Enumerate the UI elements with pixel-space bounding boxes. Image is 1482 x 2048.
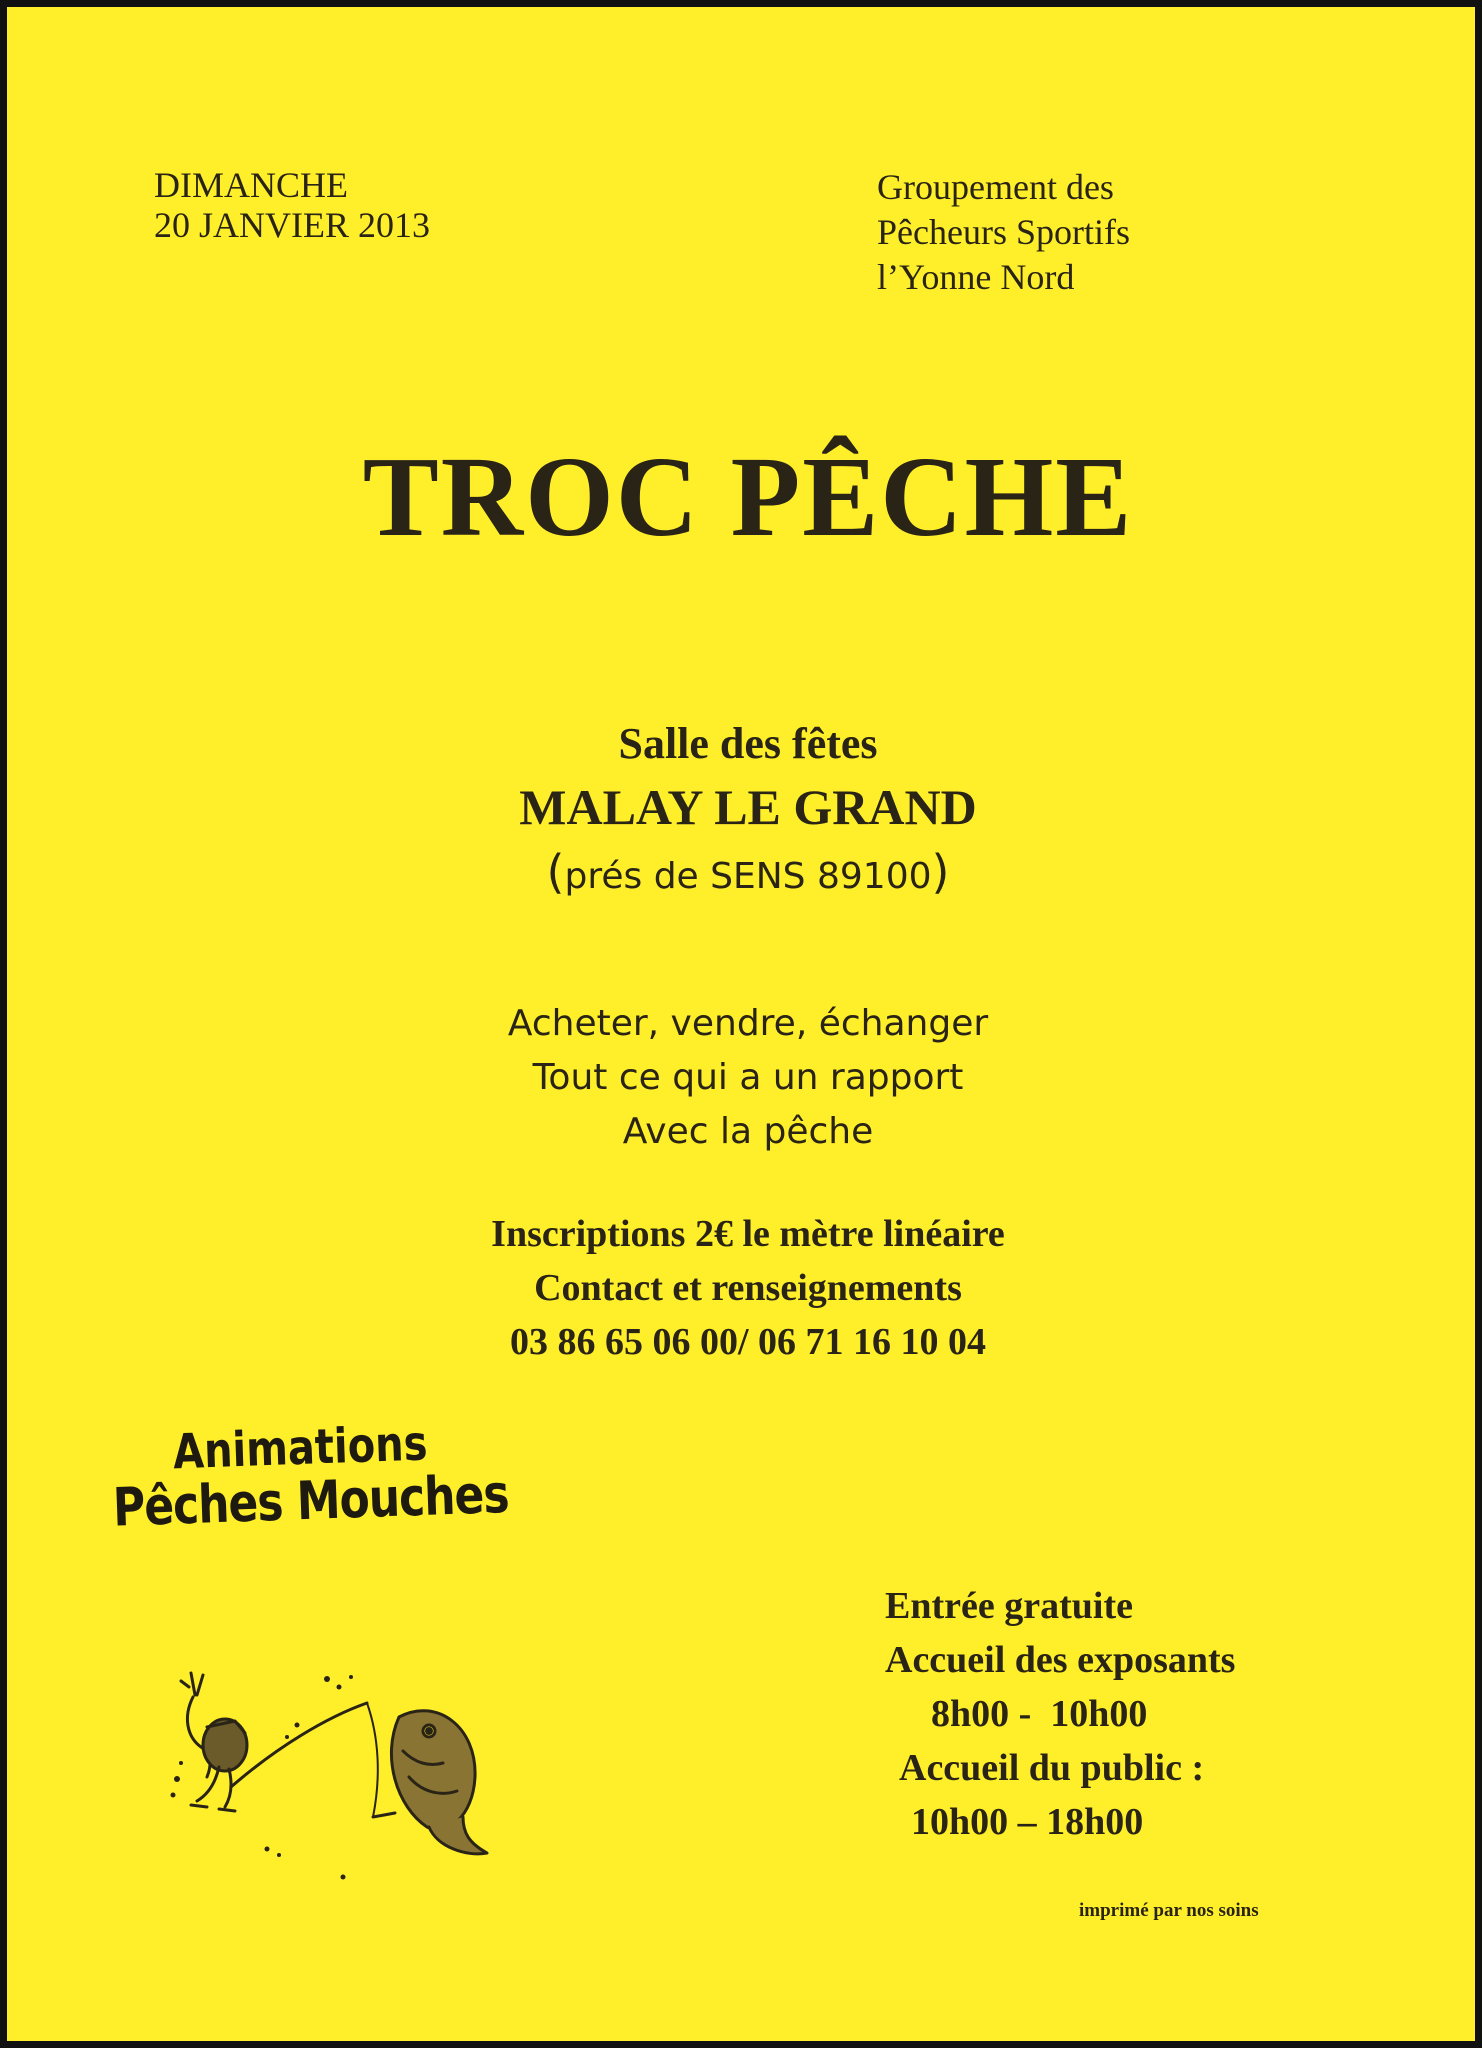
- schedule-block: [885, 1579, 1235, 1849]
- registration-price: Inscriptions 2€ le mètre linéaire: [491, 1213, 1005, 1255]
- exhibitors-hours: 8h00 - 10h00: [931, 1693, 1148, 1735]
- animation-line-2: Pêches Mouches: [111, 1463, 510, 1539]
- venue-block: [7, 715, 1482, 906]
- description-line-2: Tout ce qui a un rapport: [532, 1057, 964, 1098]
- contact-info-label: Contact et renseignements: [534, 1267, 962, 1309]
- organizer-line-2: Pêcheurs Sportifs: [877, 212, 1130, 252]
- organizer-block: [877, 165, 1130, 300]
- description-block: [7, 997, 1482, 1159]
- exhibitors-label: Accueil des exposants: [885, 1639, 1236, 1681]
- event-date: [154, 165, 430, 245]
- fisherman-fish-icon: [167, 1667, 527, 1897]
- public-label: Accueil du public :: [899, 1747, 1205, 1789]
- event-title: TROC PÊCHE: [362, 433, 1134, 560]
- description-line-1: Acheter, vendre, échanger: [507, 1003, 989, 1044]
- animation-stamp: [110, 1415, 509, 1537]
- venue-hall: Salle des fêtes: [618, 719, 878, 768]
- venue-town: MALAY LE GRAND: [519, 779, 977, 835]
- phone-numbers: 03 86 65 06 00/ 06 71 16 10 04: [509, 1321, 987, 1363]
- venue-nearby-text: prés de SENS 89100: [564, 856, 932, 897]
- close-paren: ): [931, 845, 950, 899]
- printed-by-note: imprimé par nos soins: [1079, 1900, 1259, 1921]
- public-hours: 10h00 – 18h00: [911, 1801, 1144, 1843]
- free-entry: Entrée gratuite: [885, 1585, 1133, 1627]
- organizer-line-1: Groupement des: [877, 167, 1114, 207]
- contact-block: [7, 1207, 1482, 1369]
- description-line-3: Avec la pêche: [622, 1111, 874, 1152]
- venue-nearby: [7, 843, 1482, 906]
- organizer-line-3: l’Yonne Nord: [877, 257, 1075, 297]
- event-day: DIMANCHE: [154, 165, 348, 205]
- animation-line-1: Animations: [172, 1416, 429, 1481]
- open-paren: (: [546, 845, 565, 899]
- event-full-date: 20 JANVIER 2013: [154, 205, 430, 245]
